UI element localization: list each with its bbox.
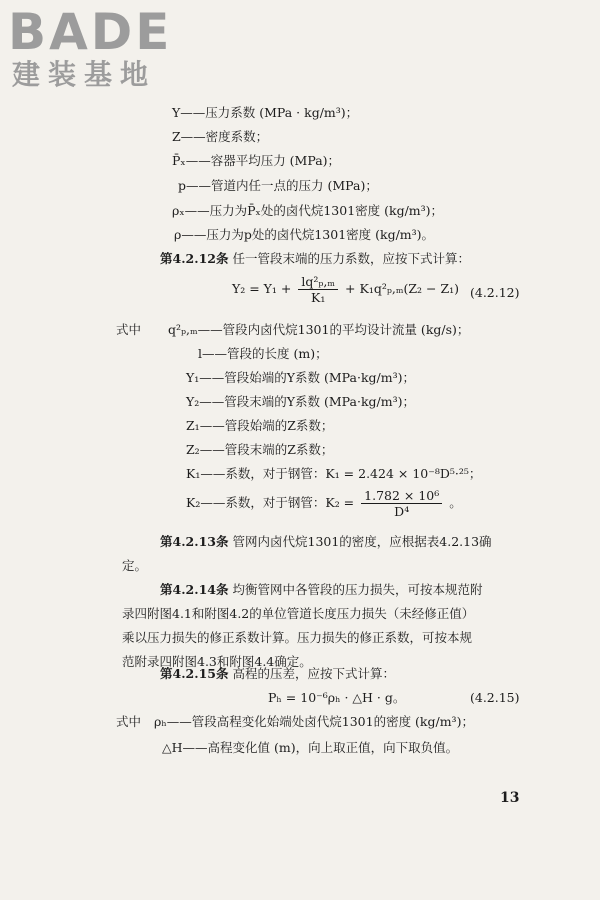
watermark-brand-text: BADE: [8, 3, 173, 61]
fraction-numerator: lq²ₚ,ₘ: [298, 274, 338, 290]
article-text: 均衡管网中各管段的压力损失，可按本规范附: [232, 582, 483, 597]
article-number: 第4.2.12条: [160, 251, 229, 266]
article-4-2-12: [160, 251, 470, 267]
article-4-2-14: [160, 582, 483, 598]
pipe-pressure-definition: p——管道内任一点的压力 (MPa)；: [178, 178, 378, 193]
y-coefficient-definition: Y——压力系数 (MPa · kg/m³)；: [172, 105, 359, 120]
rho-x-definition: ρₓ——压力为P̄ₓ处的卤代烷1301密度 (kg/m³)；: [172, 203, 444, 218]
delta-h-definition: △H——高程变化值 (m)，向上取正值，向下取负值。: [162, 740, 459, 755]
article-4-2-14-line4: 范附录四附图4.3和附图4.4确定。: [122, 654, 312, 669]
rho-definition: ρ——压力为p处的卤代烷1301密度 (kg/m³)。: [174, 227, 435, 242]
article-number: 第4.2.15条: [160, 666, 229, 681]
avg-pressure-definition: P̄ₓ——容器平均压力 (MPa)；: [172, 153, 341, 168]
watermark-subtitle: 建装基地: [12, 58, 157, 91]
defs3-intro: 式中: [116, 714, 142, 729]
article-number: 第4.2.14条: [160, 582, 229, 597]
article-4-2-14-line2: 录四附图4.1和附图4.2的单位管道长度压力损失（未经修正值）: [122, 606, 475, 621]
k2-denominator: D⁴: [394, 504, 410, 519]
equation-rest: + K₁q²ₚ,ₘ(Z₂ − Z₁): [345, 281, 460, 296]
z1-definition: Z₁——管段始端的Z系数；: [186, 418, 334, 433]
article-4-2-14-line3: 乘以压力损失的修正系数计算。压力损失的修正系数，可按本规: [122, 630, 473, 645]
y2-definition: Y₂——管段末端的Y系数 (MPa·kg/m³)；: [186, 394, 415, 409]
article-4-2-15: [160, 666, 395, 682]
pipe-length-definition: l——管段的长度 (m)；: [198, 346, 328, 361]
k2-numerator: 1.782 × 10⁶: [361, 488, 442, 504]
defs-intro: 式中: [116, 322, 142, 337]
article-4-2-13: [160, 534, 492, 550]
article-4-2-13-cont: 定。: [122, 558, 148, 573]
k1-definition: K₁——系数，对于钢管：K₁ = 2.424 × 10⁻⁸D⁵·²⁵；: [186, 466, 482, 481]
brand-watermark: [8, 3, 173, 92]
k2-fraction: [361, 488, 442, 519]
equation-4-2-15: Pₕ = 10⁻⁶ρₕ · △H · g。: [268, 690, 406, 705]
k2-prefix: K₂——系数，对于钢管：K₂ =: [186, 495, 355, 510]
fraction-denominator: K₁: [311, 290, 326, 305]
equation-number: (4.2.12): [470, 285, 520, 300]
z-coefficient-definition: Z——密度系数；: [172, 129, 269, 144]
article-number: 第4.2.13条: [160, 534, 229, 549]
y1-definition: Y₁——管段始端的Y系数 (MPa·kg/m³)；: [186, 370, 415, 385]
article-text: 高程的压差，应按下式计算：: [232, 666, 395, 681]
equation-4-2-12: [232, 274, 459, 312]
rho-h-definition: ρₕ——管段高程变化始端处卤代烷1301的密度 (kg/m³)；: [154, 714, 474, 729]
k2-definition: [186, 488, 462, 524]
flow-rate-definition: q²ₚ,ₘ——管段内卤代烷1301的平均设计流量 (kg/s)；: [168, 322, 470, 337]
article-text: 任一管段末端的压力系数，应按下式计算：: [232, 251, 470, 266]
page-number: 13: [500, 790, 520, 806]
equation-fraction: [298, 274, 338, 305]
equation-number-4-2-15: (4.2.15): [470, 690, 520, 705]
article-text: 管网内卤代烷1301的密度，应根据表4.2.13确: [232, 534, 492, 549]
z2-definition: Z₂——管段末端的Z系数；: [186, 442, 334, 457]
equation-lhs: Y₂ = Y₁ +: [232, 281, 292, 296]
k2-suffix: 。: [449, 495, 462, 510]
